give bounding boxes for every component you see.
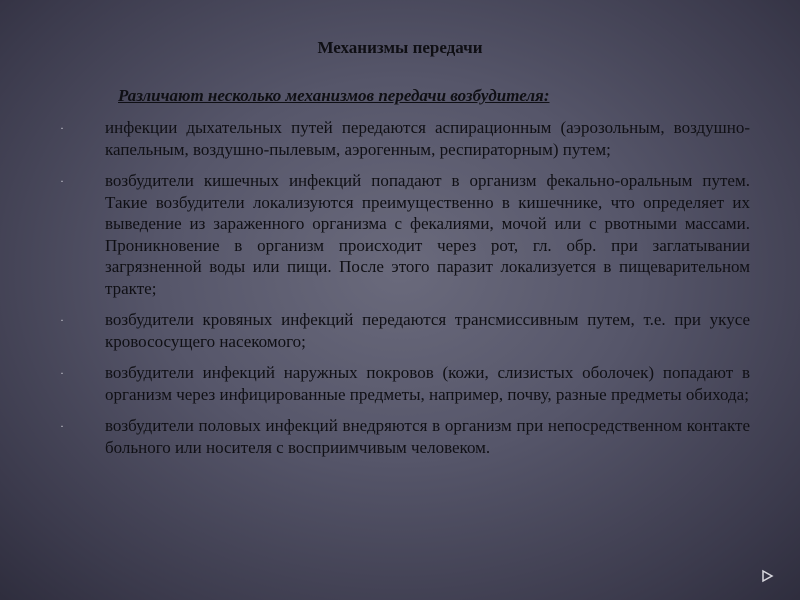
triangle-right-icon[interactable] (760, 569, 774, 583)
bullet-icon: · (60, 419, 64, 433)
bullet-icon: · (60, 174, 64, 188)
list-item-text: возбудители инфекций наружных покровов (кожи, слизистых оболочек) попадают в организм через инфицированные предметы, например, почву, разные предметы обихода; (105, 363, 750, 404)
list-item (0, 170, 800, 299)
bullet-icon: · (60, 313, 64, 327)
list-item (0, 309, 800, 352)
bullet-icon: · (60, 366, 64, 380)
list-item (0, 415, 800, 458)
list-item (0, 362, 800, 405)
list-item-text: инфекции дыхательных путей передаются аспирационным (аэрозольным, воздушно-капельным, воздушно-пылевым, аэрогенным, респираторным) путем; (105, 118, 750, 159)
list-item-text: возбудители кровяных инфекций передаются трансмиссивным путем, т.е. при укусе кровососущего насекомого; (105, 310, 750, 351)
slide-title: Механизмы передачи (317, 38, 483, 57)
slide-subtitle: Различают несколько механизмов передачи возбудителя: (118, 86, 550, 105)
list-item (0, 117, 800, 160)
bullet-list (0, 117, 800, 468)
list-item-text: возбудители кишечных инфекций попадают в организм фекально-оральным путем. Такие возбудители локализуются преимущественно в кишечнике, что определяет их выведение из зараженного организма с фекалиями, мочой или с рвотными массами. Проникновение в организм происходит через рот, гл. обр. при заглатывании загрязненной воды или пищи. После этого паразит локализуется в пищеварительном тракте; (105, 171, 750, 298)
list-item-text: возбудители половых инфекций внедряются в организм при непосредственном контакте больного или носителя с восприимчивым человеком. (105, 416, 750, 457)
bullet-icon: · (60, 121, 64, 135)
